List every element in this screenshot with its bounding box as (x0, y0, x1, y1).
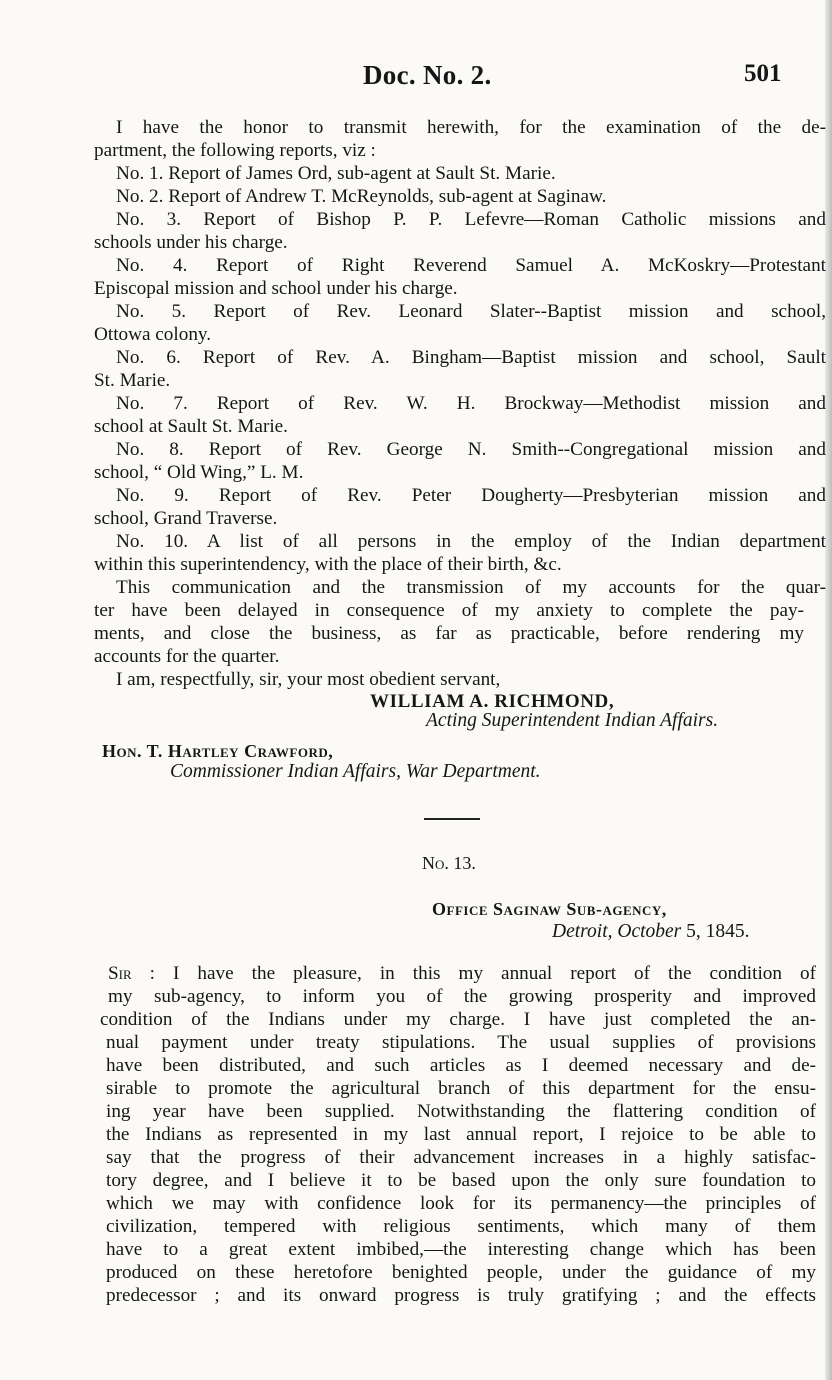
office-heading: Office Saginaw Sub-agency, (432, 899, 667, 919)
report-list-item: No. 4. Report of Right Reverend Samuel A. McKoskry—Protestant (116, 255, 826, 276)
salutation: Sir : (108, 963, 156, 984)
intro-line: I have the honor to transmit herewith, for the examination of the de- (116, 117, 826, 138)
report-list-item: schools under his charge. (94, 232, 288, 253)
report-list-item: No. 9. Report of Rev. Peter Dougherty—Presbyterian mission and (116, 485, 826, 506)
report-list-item: No. 10. A list of all persons in the employ of the Indian department (116, 531, 826, 552)
report-list-item: school at Sault St. Marie. (94, 416, 288, 437)
signature-name: WILLIAM A. RICHMOND, (370, 691, 615, 712)
dateline (552, 920, 750, 943)
body-line: the Indians as represented in my last annual report, I rejoice to be able to (106, 1124, 816, 1145)
body-line: tory degree, and I believe it to be based upon the only sure foundation to (106, 1170, 816, 1191)
paragraph-line: ments, and close the business, as far as practicable, before rendering my (94, 623, 804, 644)
body-line: which we may with confidence look for its permanency—the principles of (106, 1193, 816, 1214)
dateline-place: Detroit, (552, 921, 613, 942)
section-divider (424, 818, 480, 820)
addressee-name: Hon. T. Hartley Crawford, (102, 741, 334, 761)
paragraph-line: ter have been delayed in consequence of my anxiety to complete the pay- (94, 600, 804, 621)
page-edge-shadow (825, 0, 832, 1380)
addressee-title: Commissioner Indian Affairs, War Department. (170, 761, 541, 782)
intro-line: partment, the following reports, viz : (94, 140, 376, 161)
body-line: civilization, tempered with religious sentiments, which many of them (106, 1216, 816, 1237)
body-line-text: I have the pleasure, in this my annual report of the condition of (173, 963, 816, 984)
report-list-item: No. 8. Report of Rev. George N. Smith--Congregational mission and (116, 439, 826, 460)
body-line: nual payment under treaty stipulations. The usual supplies of provisions (106, 1032, 816, 1053)
paragraph-line: This communication and the transmission of my accounts for the quar- (116, 577, 826, 598)
report-list-item: No. 6. Report of Rev. A. Bingham—Baptist mission and school, Sault (116, 347, 826, 368)
body-line: sirable to promote the agricultural branch of this department for the ensu- (106, 1078, 816, 1099)
signature-title: Acting Superintendent Indian Affairs. (426, 710, 719, 731)
body-line: produced on these heretofore benighted people, under the guidance of my (106, 1262, 816, 1283)
body-line-first (108, 962, 816, 985)
document-title: Doc. No. 2. (363, 60, 492, 90)
body-line: have to a great extent imbibed,—the interesting change which has been (106, 1239, 816, 1260)
report-list-item: Episcopal mission and school under his charge. (94, 278, 458, 299)
report-list-item: school, “ Old Wing,” L. M. (94, 462, 304, 483)
closing-line: I am, respectfully, sir, your most obedient servant, (116, 669, 501, 690)
report-list-item: No. 1. Report of James Ord, sub-agent at Sault St. Marie. (116, 163, 556, 184)
report-list-item: within this superintendency, with the place of their birth, &c. (94, 554, 562, 575)
body-line: my sub-agency, to inform you of the growing prosperity and improved (108, 986, 816, 1007)
report-list-item: No. 3. Report of Bishop P. P. Lefevre—Roman Catholic missions and (116, 209, 826, 230)
dateline-day-year: 5, 1845. (686, 921, 750, 942)
body-line: have been distributed, and such articles as I deemed necessary and de- (106, 1055, 816, 1076)
body-line: say that the progress of their advancement increases in a highly satisfac- (106, 1147, 816, 1168)
report-list-item: school, Grand Traverse. (94, 508, 278, 529)
report-list-item: Ottowa colony. (94, 324, 212, 345)
page-number: 501 (744, 60, 782, 87)
body-line: ing year have been supplied. Notwithstanding the flattering condition of (106, 1101, 816, 1122)
report-list-item: No. 5. Report of Rev. Leonard Slater--Baptist mission and school, (116, 301, 826, 322)
document-number: No. 13. (422, 853, 476, 873)
body-line: condition of the Indians under my charge. I have just completed the an- (100, 1009, 816, 1030)
paragraph-line: accounts for the quarter. (94, 646, 280, 667)
page-header (0, 60, 832, 100)
report-list-item: St. Marie. (94, 370, 171, 391)
report-list-item: No. 7. Report of Rev. W. H. Brockway—Methodist mission and (116, 393, 826, 414)
report-list-item: No. 2. Report of Andrew T. McReynolds, sub-agent at Saginaw. (116, 186, 607, 207)
dateline-month: October (617, 921, 682, 942)
body-line: predecessor ; and its onward progress is truly gratifying ; and the effects (106, 1285, 816, 1306)
